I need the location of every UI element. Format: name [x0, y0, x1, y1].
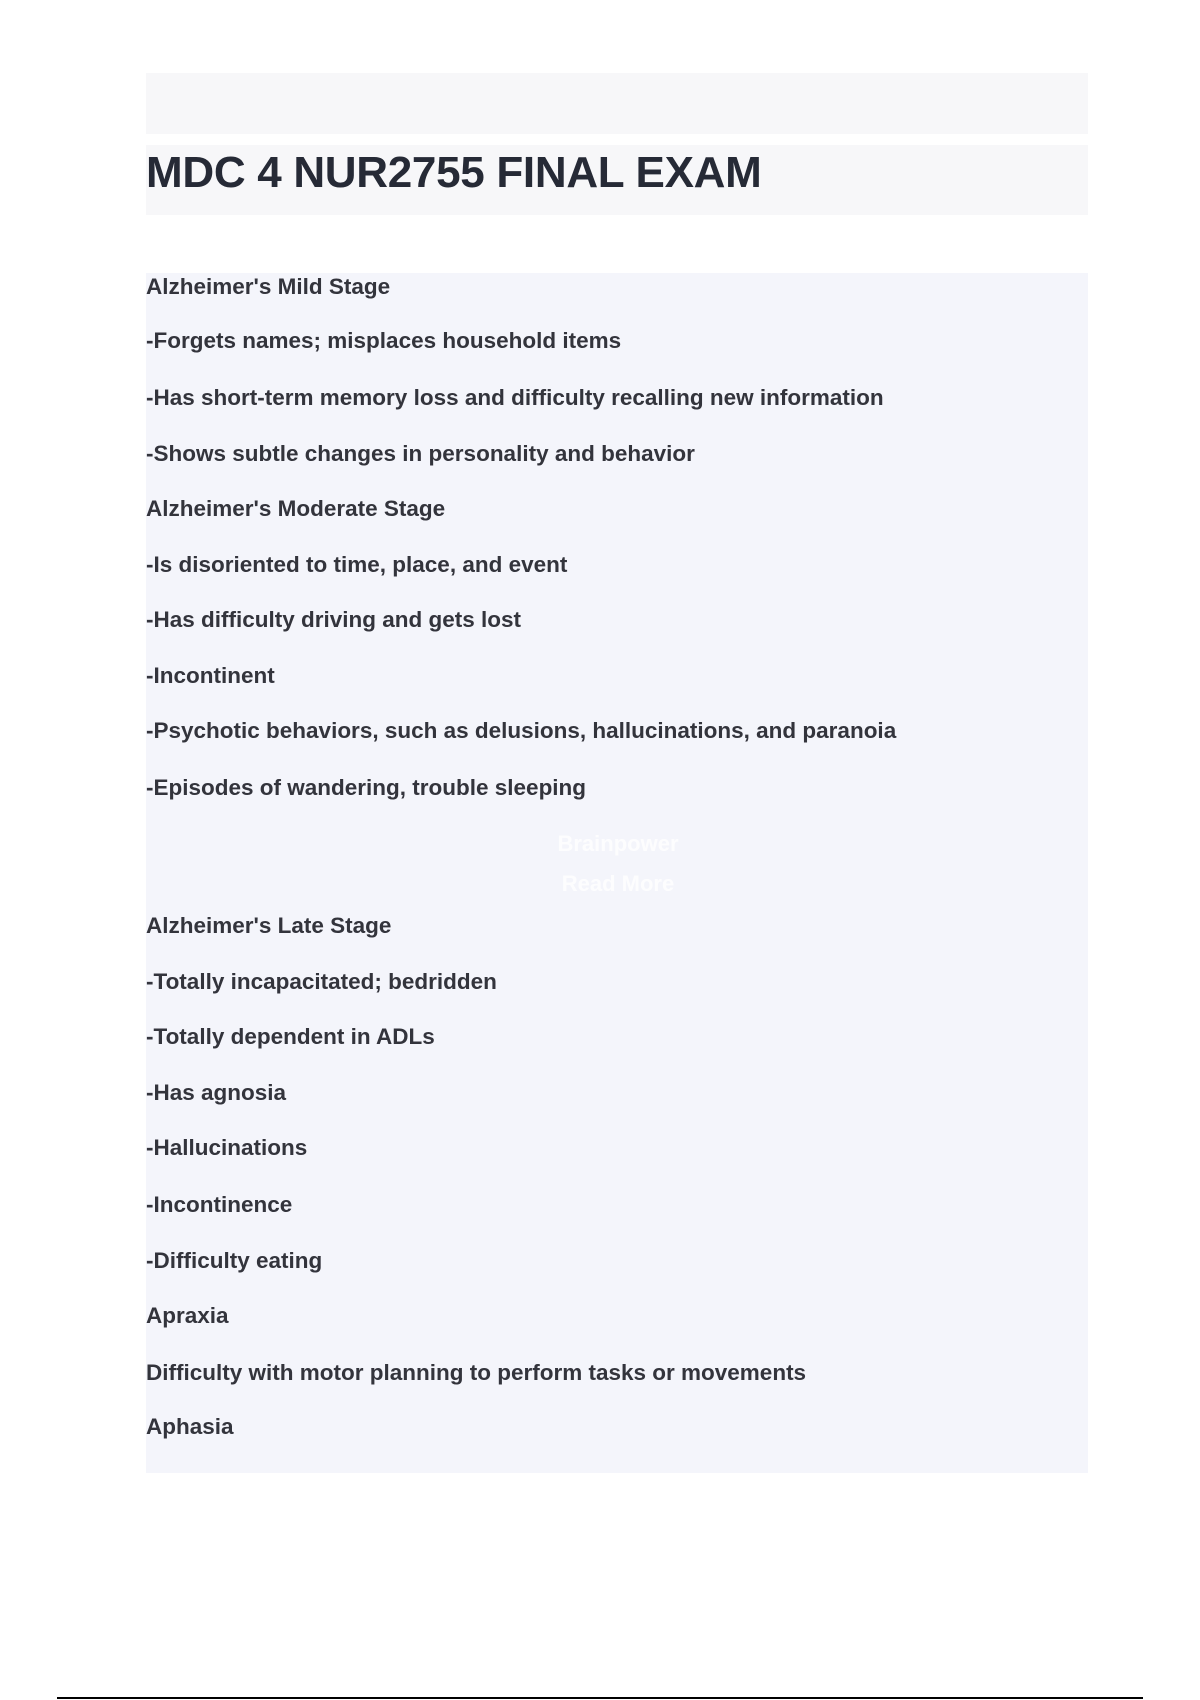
watermark-text: Brainpower	[557, 831, 679, 856]
watermark-text: Read More	[561, 871, 675, 896]
section-heading-moderate: Alzheimer's Moderate Stage	[146, 496, 446, 521]
list-item: -Has short-term memory loss and difficulty recalling new information	[146, 385, 884, 410]
list-item: -Has agnosia	[146, 1080, 287, 1105]
document-title: MDC 4 NUR2755 FINAL EXAM	[146, 148, 762, 197]
term-heading-apraxia: Apraxia	[146, 1303, 229, 1328]
definition-text: Difficulty with motor planning to perform tasks or movements	[146, 1360, 807, 1385]
list-item: -Episodes of wandering, trouble sleeping	[146, 775, 587, 800]
section-heading-late: Alzheimer's Late Stage	[146, 913, 392, 938]
header-band	[146, 73, 1088, 134]
list-item: -Forgets names; misplaces household items	[146, 328, 622, 353]
list-item: -Shows subtle changes in personality and behavior	[146, 441, 695, 466]
list-item: -Psychotic behaviors, such as delusions, hallucinations, and paranoia	[146, 718, 897, 743]
list-item: -Incontinent	[146, 663, 275, 688]
term-heading-aphasia: Aphasia	[146, 1414, 234, 1439]
list-item: -Incontinence	[146, 1192, 293, 1217]
list-item: -Has difficulty driving and gets lost	[146, 607, 522, 632]
section-heading-mild: Alzheimer's Mild Stage	[146, 274, 391, 299]
list-item: -Totally dependent in ADLs	[146, 1024, 435, 1049]
list-item: -Totally incapacitated; bedridden	[146, 969, 497, 994]
list-item: -Is disoriented to time, place, and event	[146, 552, 568, 577]
list-item: -Difficulty eating	[146, 1248, 323, 1273]
footer-divider	[57, 1697, 1143, 1699]
list-item: -Hallucinations	[146, 1135, 308, 1160]
